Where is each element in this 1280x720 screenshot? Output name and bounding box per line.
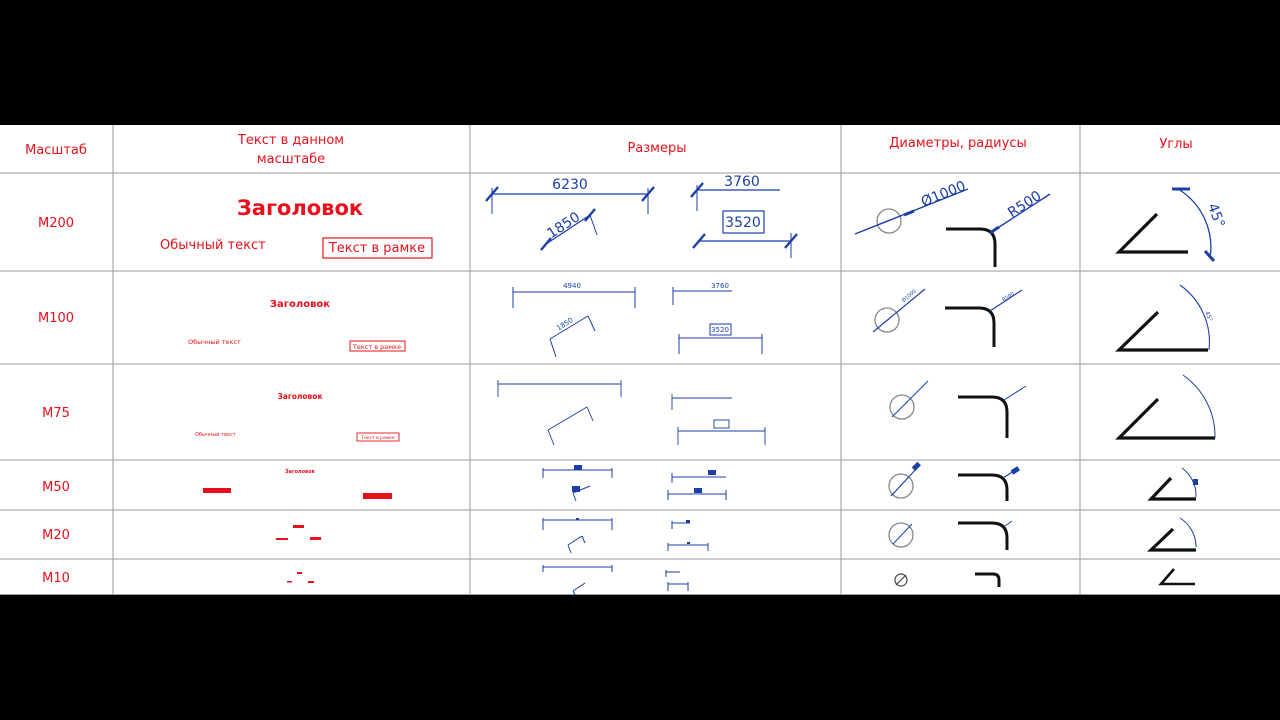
dims-m75 — [498, 380, 765, 445]
radius-leader-m75 — [1004, 386, 1026, 400]
dims-m10 — [543, 565, 688, 595]
diameter-radius-values — [900, 178, 1044, 304]
framed-sample-m75: Текст в рамке — [361, 436, 395, 441]
value-block — [687, 542, 690, 544]
diameter-leader-m50 — [891, 467, 918, 496]
ext-line-right — [588, 316, 595, 331]
radius-arc-m75 — [958, 397, 1007, 438]
text-samples — [160, 196, 432, 583]
dim-value-blocks-m20 — [576, 518, 690, 544]
dim-4940-m100 — [513, 287, 635, 308]
tick-left — [541, 238, 551, 250]
angle-lines-m20 — [1151, 529, 1196, 550]
angle-tick-bottom-m200 — [1205, 251, 1214, 261]
dim-line — [568, 536, 582, 545]
angle-blocks — [1193, 479, 1198, 485]
ext-line-left — [550, 339, 556, 357]
value-frame — [714, 420, 729, 428]
framed-sample-m100: Текст в рамке — [352, 343, 402, 351]
angle-lines-m50 — [1151, 478, 1196, 499]
title-bar-m10 — [297, 572, 302, 574]
angle-lines-m200 — [1119, 214, 1188, 252]
ext-line — [573, 493, 576, 501]
dimension-samples — [486, 183, 797, 595]
plain-bar-m50 — [203, 488, 231, 493]
radius-arc-m10 — [975, 574, 999, 587]
value-block — [694, 488, 702, 493]
plain-sample-m100: Обычный текст — [188, 338, 241, 346]
angle-samples — [1119, 189, 1215, 584]
plain-sample-m75: Обычный текст — [195, 432, 236, 438]
dims-m50 — [543, 468, 726, 501]
radius-value-m200: R500 — [1005, 188, 1045, 222]
dim-line-slanted — [548, 407, 587, 430]
header-text-line1: Текст в данном — [237, 133, 345, 148]
ext-line — [568, 545, 571, 553]
framed-bar-m50 — [363, 493, 392, 499]
dims-m20 — [543, 518, 708, 553]
diameter-slash-m10 — [896, 575, 906, 585]
tick-right — [585, 209, 595, 221]
diameter-radius-samples — [855, 189, 1050, 587]
radius-block-m50 — [1011, 466, 1020, 475]
radius-value-m100: R500 — [1001, 291, 1016, 304]
diameter-leader-m100 — [873, 289, 925, 332]
scale-label-m200: M200 — [37, 216, 75, 231]
angle-arc-m20 — [1180, 518, 1196, 547]
title-sample-m200: Заголовок — [236, 196, 364, 220]
angle-values — [1203, 201, 1227, 322]
header-angles: Углы — [1159, 137, 1193, 152]
diameter-arrow-m200 — [904, 211, 914, 215]
radius-arrow-m200 — [990, 227, 999, 233]
radius-arc-m20 — [958, 523, 1007, 550]
angle-block-m50 — [1193, 479, 1198, 485]
ext-line — [582, 536, 585, 543]
scale-comparison-table — [0, 125, 1280, 595]
dim-value-4940-m100: 4940 — [563, 282, 581, 290]
value-block — [576, 518, 579, 520]
framed-bar-m10 — [308, 581, 314, 583]
radius-arc-m200 — [946, 229, 995, 267]
value-block — [572, 486, 580, 492]
dim-value-3520-m200: 3520 — [725, 215, 761, 231]
angle-arc-m75 — [1183, 375, 1215, 438]
plain-bar-m10 — [287, 581, 292, 583]
scale-label-m10: M10 — [42, 571, 70, 586]
framed-sample-m200: Текст в рамке — [328, 241, 426, 256]
diameter-radius-blocks — [912, 462, 1020, 475]
dim-value-1850-m200: 1850 — [544, 209, 584, 243]
angle-arc-m100 — [1180, 285, 1209, 350]
scale-table-sheet — [0, 125, 1280, 595]
ext-line — [587, 407, 593, 421]
dim-value-3760-m100: 3760 — [711, 282, 729, 290]
diameter-value-m100: Ø1000 — [901, 288, 918, 304]
dim-line — [573, 583, 585, 591]
header-text-line2: масштабе — [256, 152, 326, 167]
plain-bar-m20 — [276, 538, 288, 540]
title-sample-m75: Заголовок — [277, 392, 323, 401]
scale-label-m20: M20 — [42, 528, 70, 543]
angle-value-m200: 45° — [1203, 201, 1228, 231]
framed-bar-m20 — [310, 537, 321, 540]
header-row — [25, 133, 1193, 167]
title-sample-m50: Заголовок — [284, 469, 316, 475]
title-sample-m100: Заголовок — [269, 299, 331, 310]
scale-label-m75: M75 — [42, 406, 70, 421]
diameter-value-m200: Ø1000 — [918, 178, 969, 211]
scale-label-m50: M50 — [42, 480, 70, 495]
header-dimensions: Размеры — [627, 141, 687, 156]
diameter-block-m50 — [912, 462, 921, 471]
diameter-leader-m20 — [893, 524, 912, 544]
dim-value-3520-m100: 3520 — [711, 326, 729, 334]
diameter-leader-m75 — [892, 381, 928, 417]
angle-lines-m100 — [1119, 312, 1208, 350]
plain-sample-m200: Обычный текст — [160, 238, 266, 253]
dim-value-6230-m200: 6230 — [552, 177, 588, 193]
radius-arc-m100 — [945, 308, 994, 347]
value-block — [574, 465, 582, 470]
ext-line-right — [590, 215, 597, 235]
header-diameters-radii: Диаметры, радиусы — [889, 136, 1027, 151]
value-block — [708, 470, 716, 475]
dim-value-blocks-m50 — [572, 465, 716, 493]
dim-value-3760-m200: 3760 — [724, 174, 760, 190]
scale-label-m100: M100 — [37, 311, 75, 326]
table-grid — [0, 125, 1280, 595]
header-scale: Масштаб — [25, 143, 87, 158]
value-block — [686, 520, 690, 523]
dimension-values — [545, 174, 761, 334]
radius-arc-m50 — [958, 475, 1007, 501]
angle-lines-m10 — [1161, 569, 1195, 584]
angle-lines-m75 — [1119, 399, 1215, 438]
title-bar-m20 — [293, 525, 304, 528]
dim-value-1850-m100: 1850 — [555, 316, 575, 333]
ext-line — [548, 430, 554, 445]
angle-value-m100: 45° — [1203, 310, 1214, 323]
radius-leader-m20 — [1005, 521, 1012, 526]
angle-arc-m200 — [1178, 189, 1211, 258]
